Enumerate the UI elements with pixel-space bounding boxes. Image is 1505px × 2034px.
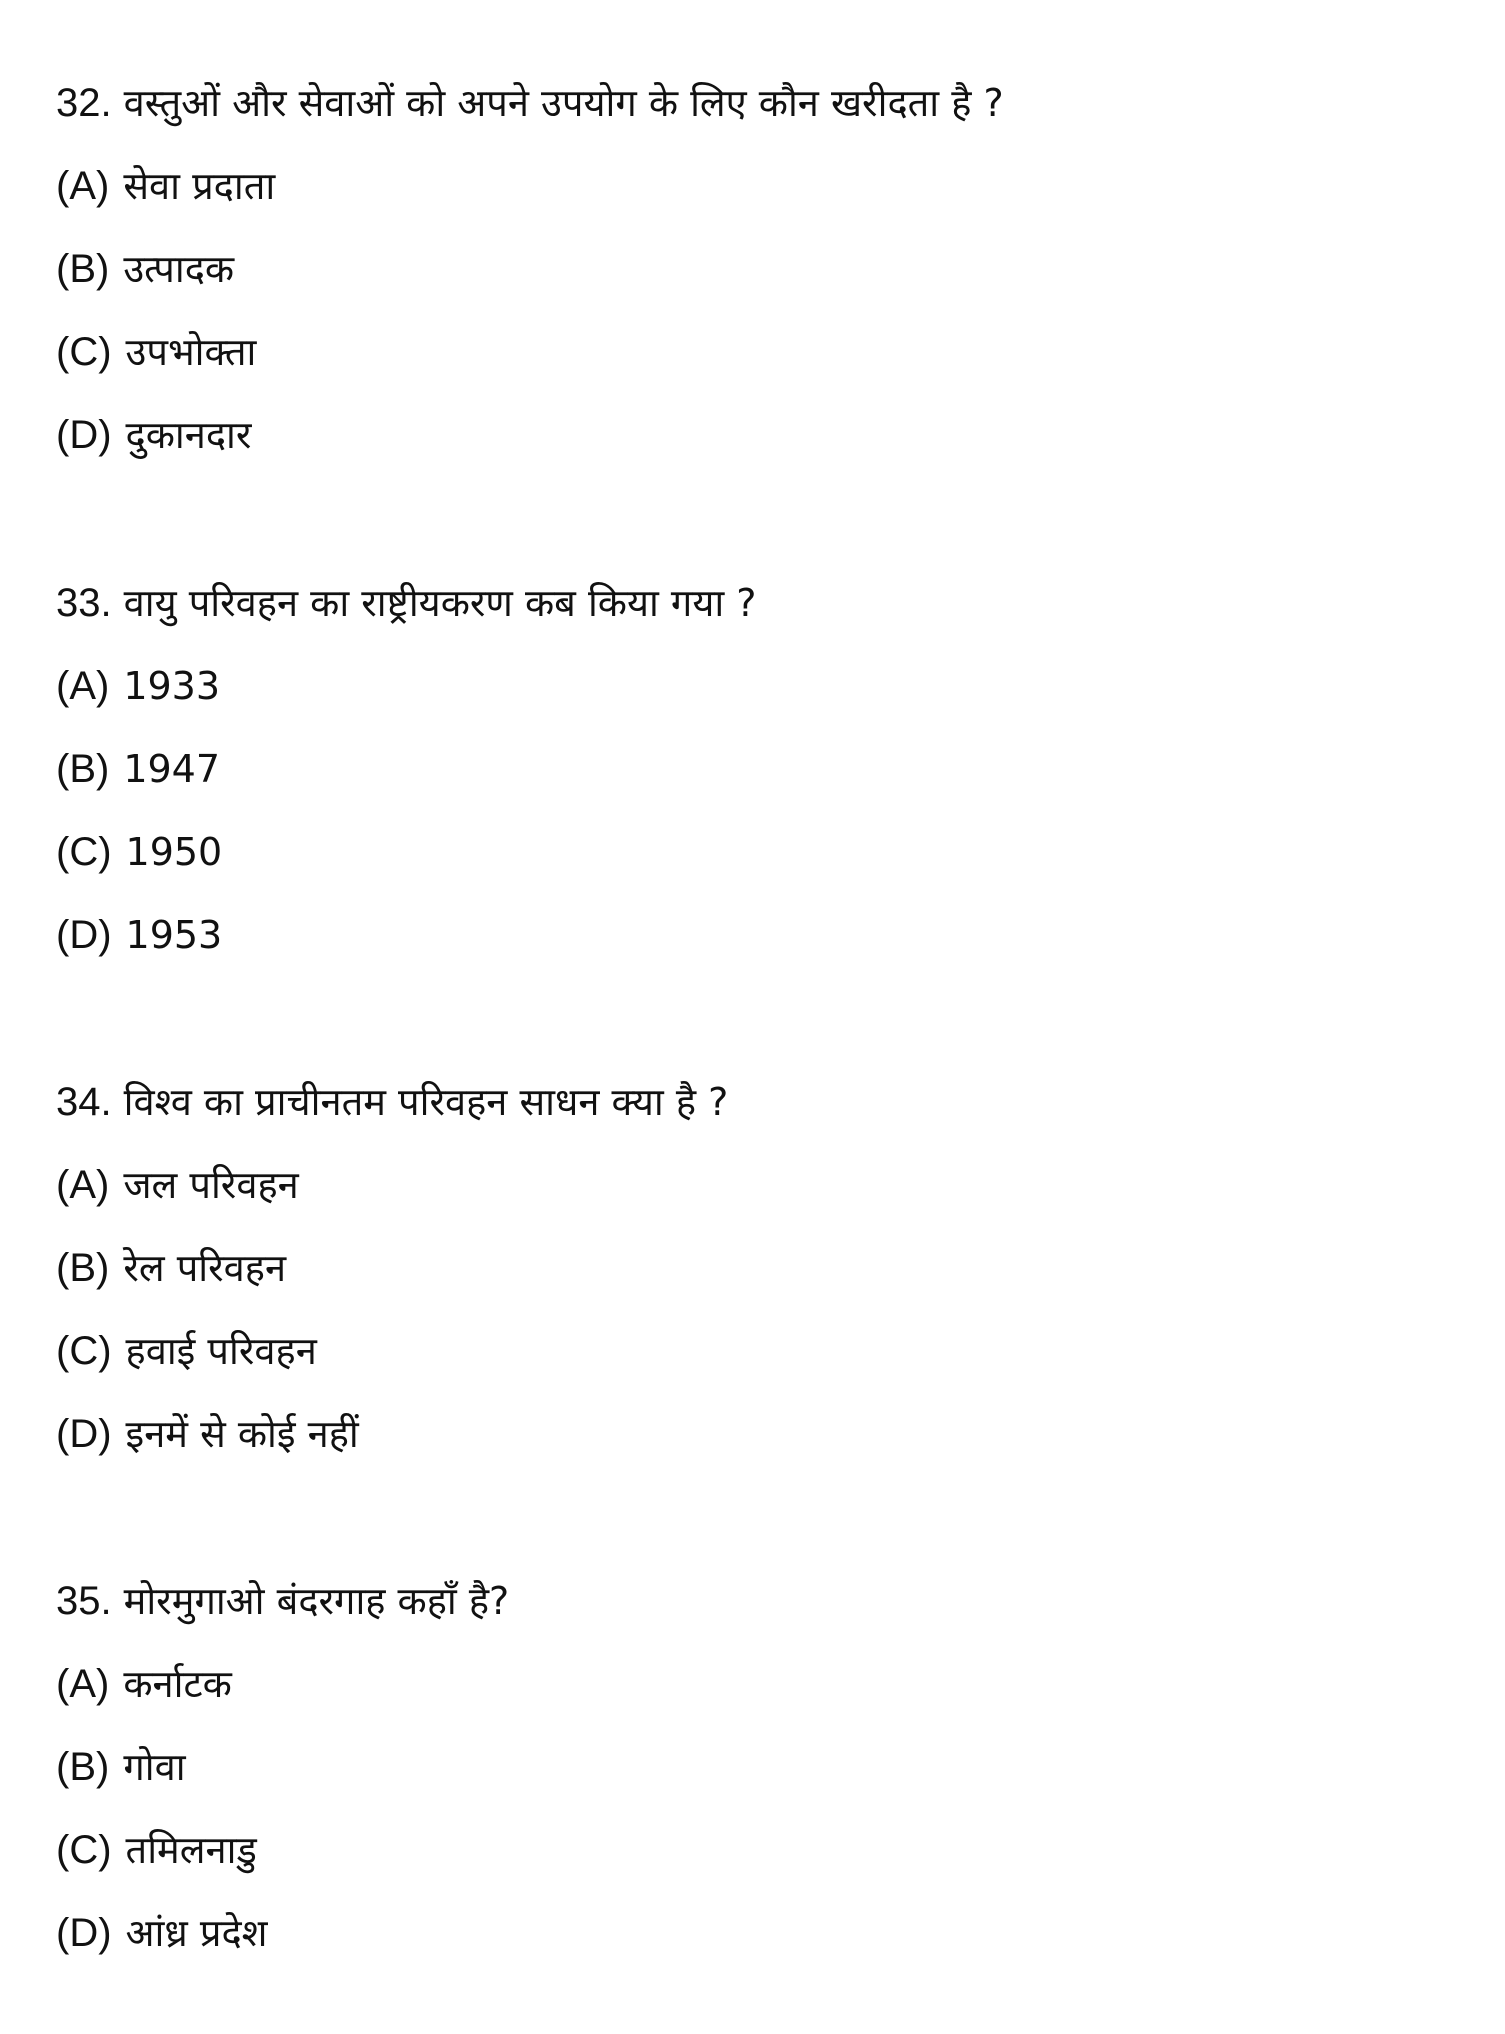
option-b[interactable] [56,1227,728,1310]
question-stem: मोरमुगाओ बंदरगाह कहाँ है? [123,1579,510,1623]
option-d[interactable] [56,894,756,977]
question-stem: वस्तुओं और सेवाओं को अपने उपयोग के लिए कौन खरीदता है ? [123,81,1004,125]
question-text [56,562,756,645]
option-text: 1947 [123,747,221,791]
question-stem: वायु परिवहन का राष्ट्रीयकरण कब किया गया ? [123,581,757,625]
option-label: (A) [56,1163,110,1207]
option-text: इनमें से कोई नहीं [125,1412,359,1456]
option-text: 1950 [125,830,223,874]
question-text [56,1061,728,1144]
option-text: हवाई परिवहन [125,1329,317,1373]
option-d[interactable] [56,1892,509,1975]
option-label: (B) [56,247,110,291]
option-text: 1933 [123,664,221,708]
option-a[interactable] [56,1643,509,1726]
question-text [56,1560,509,1643]
option-d[interactable] [56,1393,728,1476]
question-35 [56,1560,509,1975]
option-label: (A) [56,1662,110,1706]
question-33 [56,562,756,977]
option-label: (B) [56,1745,110,1789]
question-text [56,62,1004,145]
option-label: (D) [56,1911,112,1955]
question-number: 34. [56,1080,112,1124]
question-stem: विश्व का प्राचीनतम परिवहन साधन क्या है ? [123,1080,729,1124]
question-number: 35. [56,1579,112,1623]
option-b[interactable] [56,228,1004,311]
option-label: (C) [56,1828,112,1872]
option-a[interactable] [56,145,1004,228]
option-label: (C) [56,330,112,374]
option-label: (A) [56,164,110,208]
question-number: 33. [56,581,112,625]
option-a[interactable] [56,645,756,728]
option-text: उत्पादक [123,247,235,291]
option-b[interactable] [56,728,756,811]
option-label: (A) [56,664,110,708]
option-c[interactable] [56,1809,509,1892]
option-c[interactable] [56,811,756,894]
option-text: जल परिवहन [123,1163,299,1207]
option-b[interactable] [56,1726,509,1809]
option-text: दुकानदार [125,413,252,457]
option-d[interactable] [56,394,1004,477]
option-label: (C) [56,1329,112,1373]
option-text: सेवा प्रदाता [123,164,276,208]
option-text: गोवा [123,1745,186,1789]
question-32 [56,62,1004,477]
option-text: रेल परिवहन [123,1246,287,1290]
question-number: 32. [56,81,112,125]
option-label: (D) [56,1412,112,1456]
option-text: कर्नाटक [123,1662,232,1706]
option-text: आंध्र प्रदेश [125,1911,268,1955]
option-c[interactable] [56,311,1004,394]
option-text: उपभोक्ता [125,330,257,374]
question-34 [56,1061,728,1476]
option-label: (D) [56,913,112,957]
option-a[interactable] [56,1144,728,1227]
option-c[interactable] [56,1310,728,1393]
option-label: (D) [56,413,112,457]
option-text: तमिलनाडु [125,1828,257,1872]
option-label: (B) [56,747,110,791]
option-text: 1953 [125,913,223,957]
option-label: (C) [56,830,112,874]
option-label: (B) [56,1246,110,1290]
